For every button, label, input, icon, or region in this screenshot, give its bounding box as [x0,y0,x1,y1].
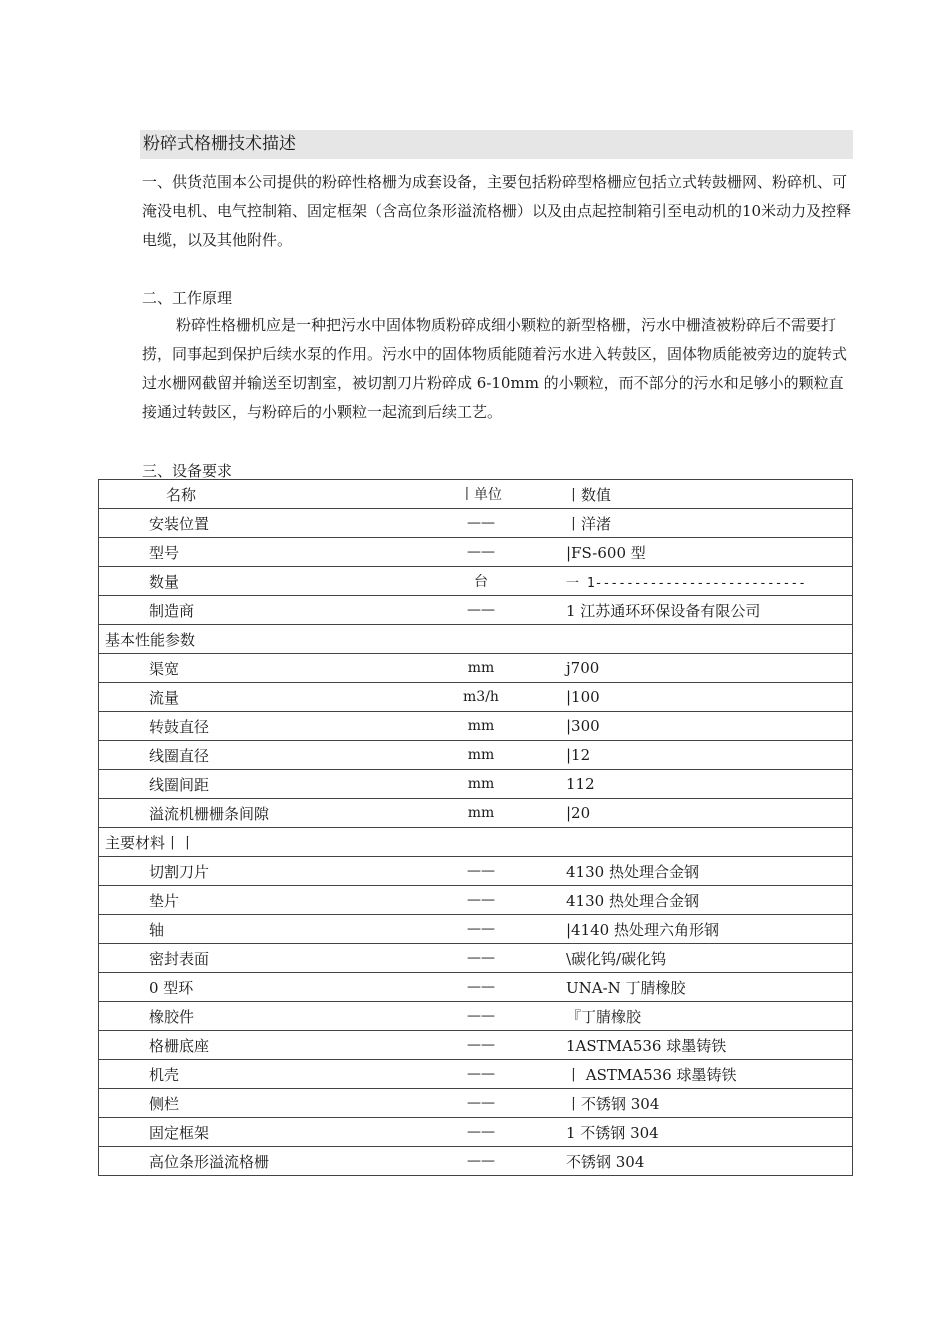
cell-unit: —— [416,1147,546,1176]
table-row [99,799,853,828]
cell-value: 1 江苏通环环保设备有限公司 [546,596,853,625]
section2-paragraph: 粉碎性格栅机应是一种把污水中固体物质粉碎成细小颗粒的新型格栅，污水中栅渣被粉碎后不需要打捞，同事起到保护后续水泵的作用。污水中的固体物质能随着污水进入转鼓区，固体物质能被旁边的旋转式过水栅网截留并输送至切割室，被切割刀片粉碎成 6-10mm 的小颗粒，而不部分的污水和足够小的颗粒直接通过转鼓区，与粉碎后的小颗粒一起流到后续工艺。 [142,316,848,421]
cell-unit: —— [416,886,546,915]
cell-value: 4130 热处理合金钢 [546,857,853,886]
cell-unit: —— [416,857,546,886]
cell-unit: —— [416,1031,546,1060]
cell-name: 橡胶件 [99,1002,417,1031]
document-title: 粉碎式格栅技术描述 [140,130,853,159]
table-group-row [99,828,853,857]
cell-unit: —— [416,538,546,567]
cell-value: |4140 热处理六角形钢 [546,915,853,944]
cell-unit: —— [416,1002,546,1031]
cell-name: 数量 [99,567,417,596]
table-row [99,741,853,770]
table-row [99,886,853,915]
cell-value: 丨 ASTMA536 球墨铸铁 [546,1060,853,1089]
cell-value: 丨不锈钢 304 [546,1089,853,1118]
cell-name: 流量 [99,683,417,712]
cell-name: 固定框架 [99,1118,417,1147]
table-header-row [99,480,853,509]
cell-name: 线圈直径 [99,741,417,770]
table-row [99,1118,853,1147]
cell-name: 渠宽 [99,654,417,683]
cell-name: 密封表面 [99,944,417,973]
cell-name: 安装位置 [99,509,417,538]
cell-unit: —— [416,1060,546,1089]
header-name: 名称 [99,480,417,509]
table-row [99,1060,853,1089]
cell-name: 垫片 [99,886,417,915]
section2-heading: 二、工作原理 [142,289,233,307]
cell-name: 制造商 [99,596,417,625]
cell-unit: mm [416,741,546,770]
table-row [99,857,853,886]
equipment-spec-table [98,479,853,1176]
cell-value: 『丁腈橡胶 [546,1002,853,1031]
cell-unit: —— [416,1089,546,1118]
cell-unit: m3/h [416,683,546,712]
cell-value: 4130 热处理合金钢 [546,886,853,915]
cell-value: UNA-N 丁腈橡胶 [546,973,853,1002]
cell-unit: —— [416,1118,546,1147]
cell-unit: 台 [416,567,546,596]
cell-value: |12 [546,741,853,770]
group-label: 主要材料丨丨 [99,828,853,857]
cell-unit: —— [416,973,546,1002]
cell-value: 112 [546,770,853,799]
cell-value: |100 [546,683,853,712]
table-row [99,1089,853,1118]
cell-name: 0 型环 [99,973,417,1002]
table-row [99,712,853,741]
table-row [99,654,853,683]
cell-name: 溢流机栅栅条间隙 [99,799,417,828]
cell-unit: mm [416,770,546,799]
cell-unit: —— [416,915,546,944]
table-row [99,944,853,973]
cell-name: 机壳 [99,1060,417,1089]
cell-name: 高位条形溢流格栅 [99,1147,417,1176]
table-group-row [99,625,853,654]
cell-value: |20 [546,799,853,828]
cell-name: 线圈间距 [99,770,417,799]
cell-unit: —— [416,509,546,538]
cell-name: 格栅底座 [99,1031,417,1060]
cell-value: 一 1--------------------------- [546,567,853,596]
section1-paragraph: 一、供货范围本公司提供的粉碎性格栅为成套设备，主要包括粉碎型格栅应包括立式转鼓栅网、粉碎机、可淹没电机、电气控制箱、固定框架（含高位条形溢流格栅）以及由点起控制箱引至电动机的10米动力及控释电缆，以及其他附件。 [142,173,852,249]
table-row [99,1147,853,1176]
table-row [99,1031,853,1060]
cell-value: 不锈钢 304 [546,1147,853,1176]
cell-unit: mm [416,654,546,683]
table-row [99,915,853,944]
cell-unit: mm [416,712,546,741]
cell-value: |300 [546,712,853,741]
cell-name: 型号 [99,538,417,567]
table-row [99,596,853,625]
header-value: 丨数值 [546,480,853,509]
table-row [99,538,853,567]
cell-value: |FS-600 型 [546,538,853,567]
header-unit: 丨单位 [416,480,546,509]
table-row [99,1002,853,1031]
cell-unit: —— [416,596,546,625]
section3-heading: 三、设备要求 [142,462,233,480]
cell-value: 1 不锈钢 304 [546,1118,853,1147]
cell-name: 转鼓直径 [99,712,417,741]
table-row [99,770,853,799]
table-row [99,683,853,712]
cell-value: 1ASTMA536 球墨铸铁 [546,1031,853,1060]
cell-name: 轴 [99,915,417,944]
cell-value: \碳化钨/碳化钨 [546,944,853,973]
cell-unit: —— [416,944,546,973]
table-row [99,973,853,1002]
cell-name: 侧栏 [99,1089,417,1118]
cell-value: 丨洋渚 [546,509,853,538]
table-row [99,509,853,538]
group-label: 基本性能参数 [99,625,853,654]
cell-name: 切割刀片 [99,857,417,886]
cell-unit: mm [416,799,546,828]
table-row [99,567,853,596]
cell-value: j700 [546,654,853,683]
